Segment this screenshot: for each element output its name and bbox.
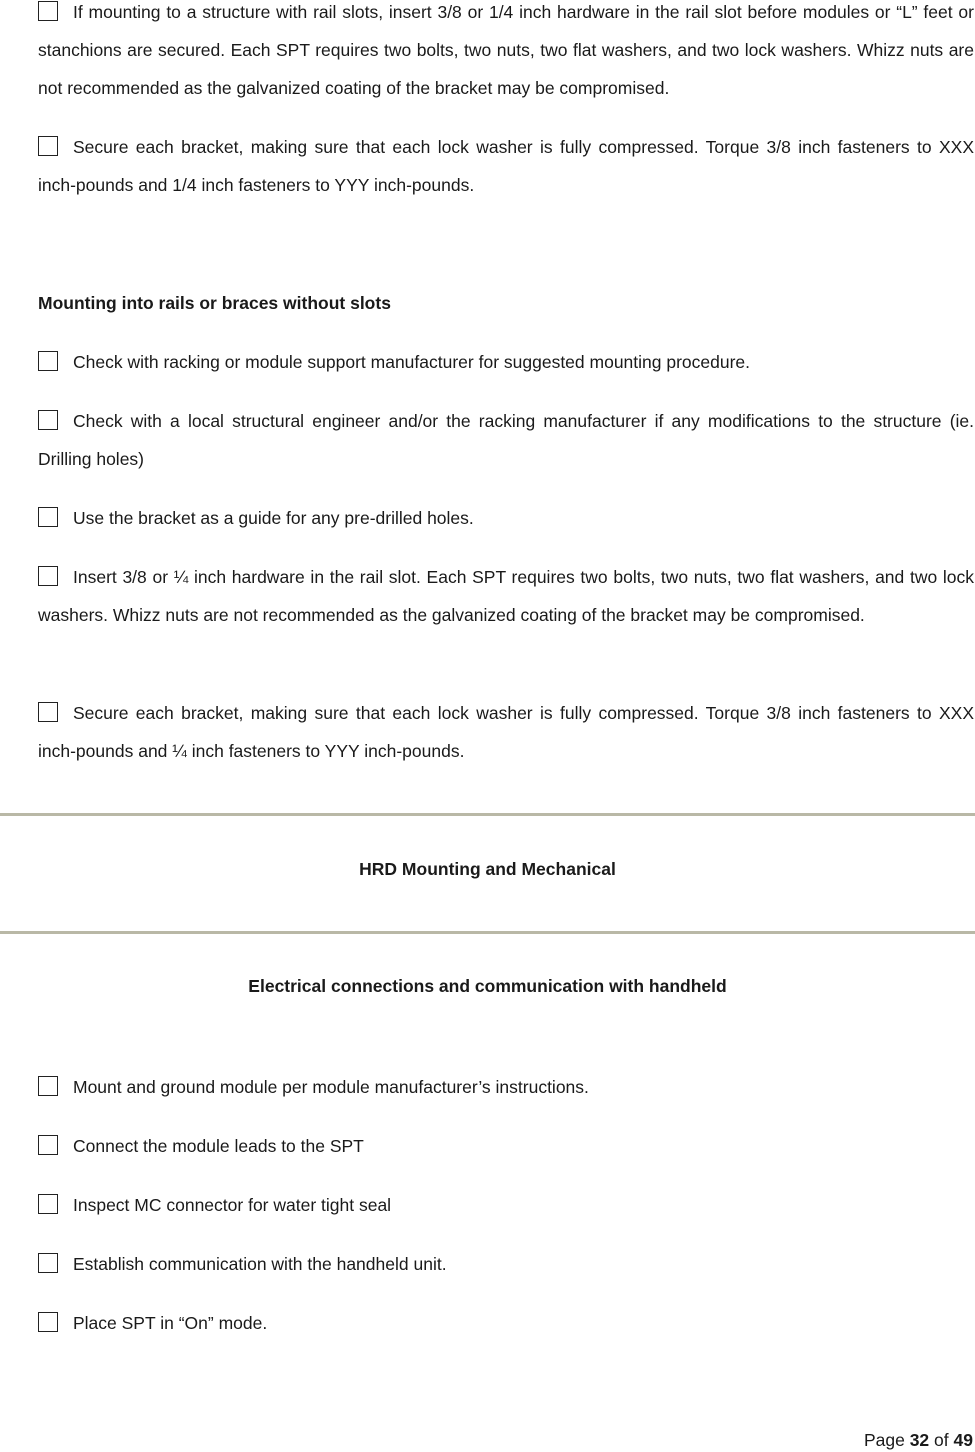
checklist-item bbox=[38, 343, 974, 381]
checkbox[interactable] bbox=[38, 410, 58, 430]
of-label: of bbox=[934, 1430, 949, 1450]
checklist-item-text: Inspect MC connector for water tight seal bbox=[73, 1195, 392, 1215]
divider-bottom bbox=[0, 931, 975, 934]
checklist-item bbox=[38, 1245, 974, 1283]
checkbox[interactable] bbox=[38, 1076, 58, 1096]
checklist-item-text: Connect the module leads to the SPT bbox=[73, 1136, 364, 1156]
checklist-item-text: Mount and ground module per module manufacturer’s instructions. bbox=[73, 1077, 589, 1097]
checklist-item bbox=[38, 0, 974, 107]
page-footer bbox=[864, 1428, 973, 1452]
section-heading: Electrical connections and communication with handheld bbox=[248, 976, 727, 996]
checklist-item bbox=[38, 128, 974, 204]
page-total: 49 bbox=[953, 1430, 973, 1450]
checkbox[interactable] bbox=[38, 136, 58, 156]
page-label: Page bbox=[863, 1430, 905, 1450]
checklist-item-text: Place SPT in “On” mode. bbox=[73, 1313, 268, 1333]
checklist-item bbox=[38, 558, 974, 634]
checkbox[interactable] bbox=[38, 566, 58, 586]
checklist-item bbox=[38, 1127, 974, 1165]
checkbox[interactable] bbox=[38, 1194, 58, 1214]
checkbox[interactable] bbox=[38, 1253, 58, 1273]
checklist-item-text: If mounting to a structure with rail slots, insert 3/8 or 1/4 inch hardware in the rail slot before modules or “L” feet or stanchions are secured. Each SPT requires two bolts, two nuts, two flat washers, and two lock washers. Whizz nuts are not recommended as the galvanized coating of the bracket may be compromised. bbox=[38, 2, 974, 98]
checkbox[interactable] bbox=[38, 1135, 58, 1155]
checklist-item bbox=[38, 1186, 974, 1224]
checklist-item bbox=[38, 1068, 974, 1106]
checklist-item-text: Check with racking or module support manufacturer for suggested mounting procedure. bbox=[73, 352, 751, 372]
checkbox[interactable] bbox=[38, 507, 58, 527]
section-heading: Mounting into rails or braces without slots bbox=[38, 293, 391, 313]
checkbox[interactable] bbox=[38, 1, 58, 21]
checkbox[interactable] bbox=[38, 702, 58, 722]
page-number: 32 bbox=[909, 1430, 930, 1450]
checkbox[interactable] bbox=[38, 351, 58, 371]
divider-top bbox=[0, 813, 975, 816]
checklist-item-text: Secure each bracket, making sure that each lock washer is fully compressed. Torque 3/8 inch fasteners to XXX inch-pounds and ¼ inch fasteners to YYY inch-pounds. bbox=[38, 703, 974, 761]
checklist-item-text: Secure each bracket, making sure that each lock washer is fully compressed. Torque 3/8 inch fasteners to XXX inch-pounds and 1/4 inch fasteners to YYY inch-pounds. bbox=[38, 137, 974, 195]
banner-title: HRD Mounting and Mechanical bbox=[359, 859, 616, 879]
checklist-item bbox=[38, 1304, 974, 1342]
checklist-item-text: Check with a local structural engineer and/or the racking manufacturer if any modifications to the structure (ie. Drilling holes) bbox=[38, 411, 974, 469]
checklist-item-text: Establish communication with the handheld unit. bbox=[73, 1254, 447, 1274]
checklist-item bbox=[38, 694, 974, 770]
checkbox[interactable] bbox=[38, 1312, 58, 1332]
checklist-item bbox=[38, 499, 974, 537]
checklist-item bbox=[38, 402, 974, 478]
checklist-item-text: Insert 3/8 or ¼ inch hardware in the rail slot. Each SPT requires two bolts, two nuts, two flat washers, and two lock washers. Whizz nuts are not recommended as the galvanized coating of the bracket may be compromised. bbox=[38, 567, 974, 625]
checklist-item-text: Use the bracket as a guide for any pre-drilled holes. bbox=[73, 508, 474, 528]
